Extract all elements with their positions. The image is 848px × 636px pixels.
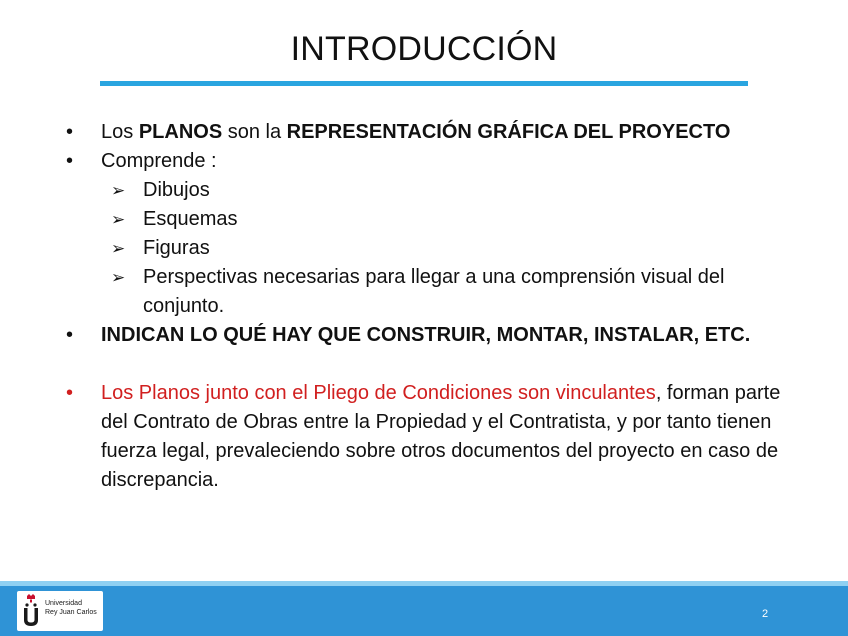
bullet-text: , forman parte del Contrato de Obras entre la Propiedad y el Contratista, y por tanto tienen fuerza legal, prevaleciendo sobre otros documentos del proyecto en caso de discrepancia. xyxy=(101,382,781,491)
bullet-text: son la xyxy=(222,121,287,143)
logo-line: Universidad xyxy=(45,600,82,607)
university-logo xyxy=(17,591,103,631)
spacer xyxy=(63,350,783,379)
sub-bullet-text: Esquemas xyxy=(143,208,238,230)
title-underline xyxy=(100,81,748,86)
bullet-item xyxy=(63,321,783,350)
bullet-text: Comprende : xyxy=(101,150,217,172)
slide-title: INTRODUCCIÓN xyxy=(290,30,558,68)
sub-bullet-item xyxy=(63,205,783,234)
footer-bar xyxy=(0,586,848,636)
highlighted-text: Los Planos junto con el Pliego de Condiciones son vinculantes xyxy=(101,382,656,404)
sub-bullet-text: Perspectivas necesarias para llegar a una comprensión visual del conjunto. xyxy=(143,266,725,317)
bold-text: INDICAN LO QUÉ HAY QUE CONSTRUIR, MONTAR, INSTALAR, ETC. xyxy=(101,324,751,346)
sub-bullet-item xyxy=(63,234,783,263)
crest-icon xyxy=(21,594,41,628)
logo-wordmark xyxy=(45,599,97,617)
bullet-dot: • xyxy=(66,150,74,172)
logo-line: Rey Juan Carlos xyxy=(45,609,97,616)
bold-text: REPRESENTACIÓN GRÁFICA DEL PROYECTO xyxy=(286,121,731,143)
bullet-item xyxy=(63,118,783,147)
bullet-dot: • xyxy=(66,382,74,404)
bullet-dot: • xyxy=(66,324,74,346)
sub-bullet-item xyxy=(63,263,783,321)
sub-bullet-text: Dibujos xyxy=(143,179,210,201)
sub-bullet-item xyxy=(63,176,783,205)
bullet-text: Los xyxy=(101,121,139,143)
arrow-bullet-icon: ➢ xyxy=(111,181,126,200)
page-number: 2 xyxy=(762,608,769,620)
bullet-dot: • xyxy=(66,121,74,143)
arrow-bullet-icon: ➢ xyxy=(111,239,126,258)
bullet-item xyxy=(63,379,783,495)
bullet-item xyxy=(63,147,783,176)
arrow-bullet-icon: ➢ xyxy=(111,268,126,287)
slide-content xyxy=(63,118,783,495)
bold-text: PLANOS xyxy=(138,121,223,143)
arrow-bullet-icon: ➢ xyxy=(111,210,126,229)
sub-bullet-text: Figuras xyxy=(143,237,210,259)
